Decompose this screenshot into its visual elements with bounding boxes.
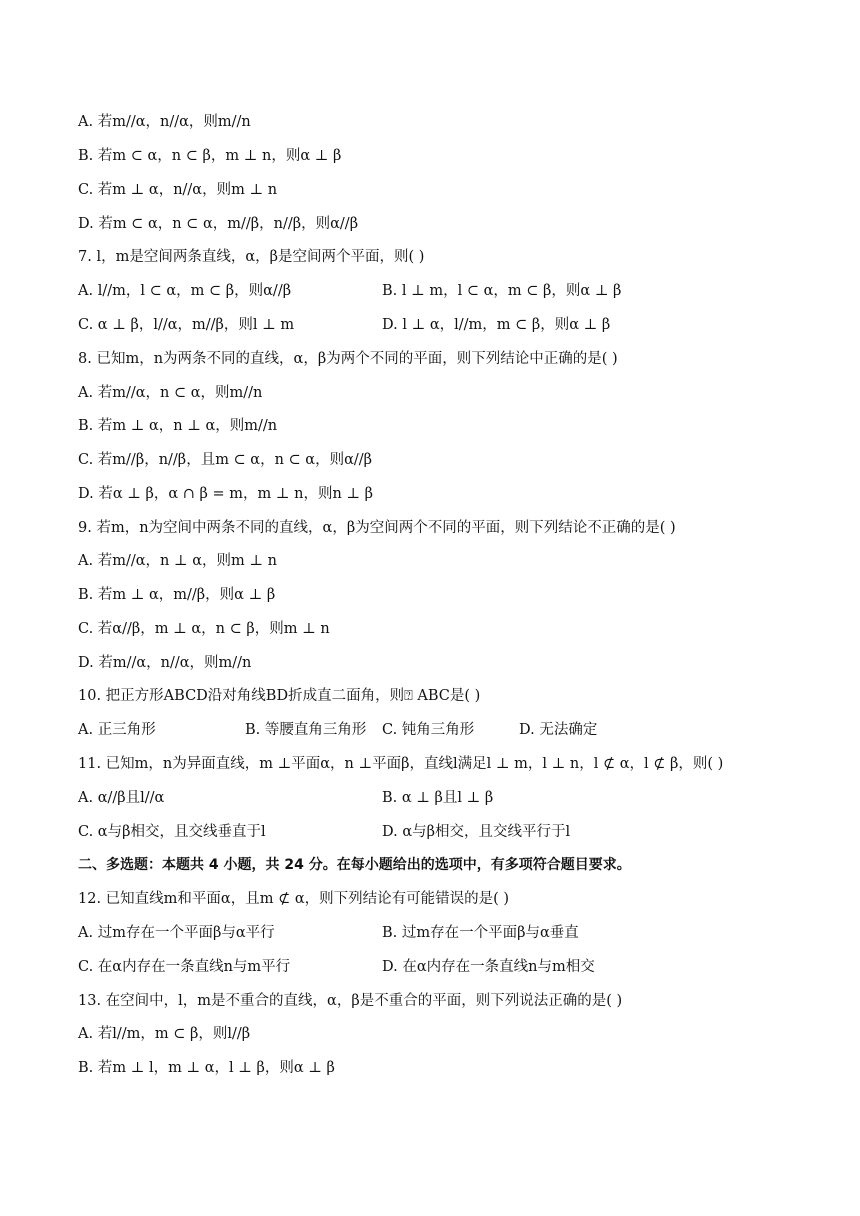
- q8-option-a: A. 若m//α，n ⊂ α，则m//n: [78, 385, 263, 401]
- q11-option-c: C. α与β相交，且交线垂直于l: [78, 824, 266, 840]
- q9-option-a: A. 若m//α，n ⊥ α，则m ⊥ n: [78, 553, 277, 569]
- q13-stem: 13. 在空间中，l，m是不重合的直线，α，β是不重合的平面，则下列说法正确的是( ): [78, 993, 623, 1009]
- q12-option-d: D. 在α内存在一条直线n与m相交: [382, 959, 595, 975]
- q9-option-b: B. 若m ⊥ α，m//β，则α ⊥ β: [78, 587, 276, 603]
- q7-option-a: A. l//m，l ⊂ α，m ⊂ β，则α//β: [78, 283, 292, 299]
- section-2-header: 二、多选题：本题共 4 小题，共 24 分。在每小题给出的选项中，有多项符合题目要求。: [78, 857, 631, 873]
- q10-option-d: D. 无法确定: [519, 722, 598, 738]
- q7-stem: 7. l，m是空间两条直线，α，β是空间两个平面，则( ): [78, 249, 425, 265]
- q7-option-c: C. α ⊥ β，l//α，m//β，则l ⊥ m: [78, 317, 295, 333]
- q8-option-c: C. 若m//β，n//β，且m ⊂ α，n ⊂ α，则α//β: [78, 452, 373, 468]
- q11-option-d: D. α与β相交，且交线平行于l: [382, 824, 571, 840]
- q10-option-a: A. 正三角形: [78, 722, 156, 738]
- q13-option-b: B. 若m ⊥ l，m ⊥ α，l ⊥ β，则α ⊥ β: [78, 1060, 335, 1076]
- q13-option-a: A. 若l//m，m ⊂ β，则l//β: [78, 1026, 251, 1042]
- q12-option-a: A. 过m存在一个平面β与α平行: [78, 925, 275, 941]
- q6-option-a: A. 若m//α，n//α，则m//n: [78, 114, 251, 130]
- q8-stem: 8. 已知m，n为两条不同的直线，α，β为两个不同的平面，则下列结论中正确的是( ): [78, 351, 618, 367]
- q9-option-d: D. 若m//α，n//α，则m//n: [78, 655, 252, 671]
- q9-option-c: C. 若α//β，m ⊥ α，n ⊂ β，则m ⊥ n: [78, 621, 330, 637]
- q6-option-c: C. 若m ⊥ α，n//α，则m ⊥ n: [78, 182, 278, 198]
- q7-option-d: D. l ⊥ α，l//m，m ⊂ β，则α ⊥ β: [382, 317, 611, 333]
- q12-option-c: C. 在α内存在一条直线n与m平行: [78, 959, 291, 975]
- q7-option-b: B. l ⊥ m，l ⊂ α，m ⊂ β，则α ⊥ β: [382, 283, 622, 299]
- q11-stem: 11. 已知m，n为异面直线，m ⊥平面α，n ⊥平面β，直线l满足l ⊥ m，l ⊥ n，l ⊄ α，l ⊄ β，则( ): [78, 756, 724, 772]
- q6-option-b: B. 若m ⊂ α，n ⊂ β，m ⊥ n，则α ⊥ β: [78, 148, 342, 164]
- q12-option-b: B. 过m存在一个平面β与α垂直: [382, 925, 579, 941]
- q12-stem: 12. 已知直线m和平面α，且m ⊄ α，则下列结论有可能错误的是( ): [78, 891, 510, 907]
- q8-option-b: B. 若m ⊥ α，n ⊥ α，则m//n: [78, 418, 278, 434]
- q8-option-d: D. 若α ⊥ β，α ∩ β = m，m ⊥ n，则n ⊥ β: [78, 486, 374, 502]
- q6-option-d: D. 若m ⊂ α，n ⊂ α，m//β，n//β，则α//β: [78, 216, 359, 232]
- q10-stem: 10. 把正方形ABCD沿对角线BD折成直二面角，则⍰ ABC是( ): [78, 688, 481, 704]
- q11-option-b: B. α ⊥ β且l ⊥ β: [382, 790, 494, 806]
- q11-option-a: A. α//β且l//α: [78, 790, 165, 806]
- q9-stem: 9. 若m，n为空间中两条不同的直线，α，β为空间两个不同的平面，则下列结论不正确的是( ): [78, 520, 676, 536]
- q10-option-c: C. 钝角三角形: [382, 722, 475, 738]
- q10-option-b: B. 等腰直角三角形: [245, 722, 367, 738]
